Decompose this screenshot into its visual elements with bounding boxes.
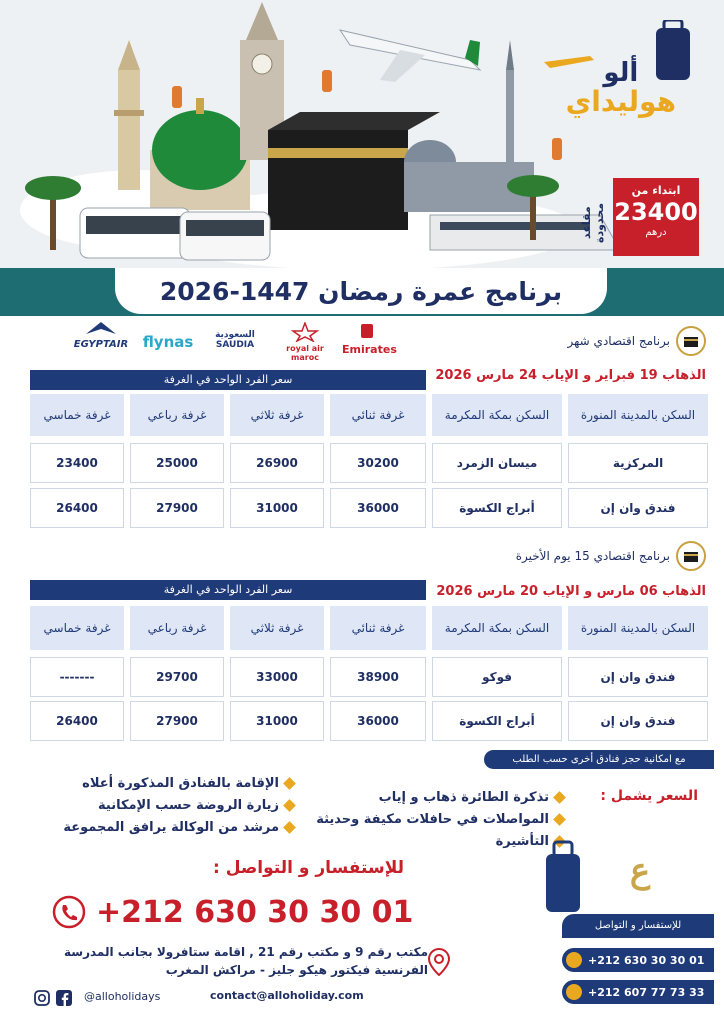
program2-label: برنامج اقتصادي 15 يوم الأخيرة	[515, 549, 670, 563]
brand-logo	[530, 20, 710, 150]
kaaba-icon	[676, 326, 706, 356]
table-cell: -------	[30, 657, 124, 697]
header-five-room: غرفة خماسي	[30, 394, 124, 436]
emirates-logo-icon	[357, 322, 377, 340]
airline-saudia: السعودية SAUDIA	[215, 330, 255, 350]
limited-seats-label: مقاعد محدودة	[580, 202, 606, 244]
header-double-room: غرفة ثنائي	[330, 394, 426, 436]
social-handle[interactable]: @alloholidays	[84, 990, 161, 1003]
diamond-bullet-icon	[283, 777, 296, 790]
diamond-bullet-icon	[283, 821, 296, 834]
phone-icon	[566, 952, 582, 968]
table-cell: 36000	[330, 488, 426, 528]
list-item: الإقامة بالفنادق المذكورة أعلاه	[63, 772, 294, 794]
list-item: المواصلات في حافلات مكيفة وحديثة	[316, 808, 564, 830]
table-cell: 30200	[330, 443, 426, 483]
includes-list-left	[63, 772, 294, 838]
airline-ram-label: royal air maroc	[286, 344, 324, 362]
header-double-room: غرفة ثنائي	[330, 606, 426, 650]
airline-egyptair-label: EGYPTAIR	[73, 339, 129, 350]
contact-email[interactable]: contact@alloholiday.com	[210, 989, 364, 1002]
starting-price-badge	[613, 178, 699, 256]
table-cell: فندق وان إن	[568, 488, 708, 528]
program2-heading	[516, 541, 706, 571]
header-makkah-hotel: السكن بمكة المكرمة	[432, 394, 562, 436]
airline-flynas: flynas	[142, 333, 194, 351]
program2-price-header: سعر الفرد الواحد في الغرفة	[30, 580, 426, 600]
table-cell: المركزية	[568, 443, 708, 483]
table-cell: 26400	[30, 701, 124, 741]
table-cell: 33000	[230, 657, 324, 697]
table-cell: ميسان الزمرد	[432, 443, 562, 483]
program1-dates: الذهاب 19 فبراير و الإياب 24 مارس 2026	[435, 368, 706, 383]
table-cell: 31000	[230, 488, 324, 528]
header-madinah-hotel: السكن بالمدينة المنورة	[568, 394, 708, 436]
header-five-room: غرفة خماسي	[30, 606, 124, 650]
other-hotels-note: مع امكانية حجز فنادق أخرى حسب الطلب	[484, 750, 714, 769]
diamond-bullet-icon	[553, 813, 566, 826]
airline-emirates	[342, 322, 397, 362]
table-cell: 36000	[330, 701, 426, 741]
header-triple-room: غرفة ثلاثي	[230, 394, 324, 436]
location-pin-icon	[428, 948, 450, 976]
page-title: برنامج عمرة رمضان 1447-2026	[115, 268, 607, 314]
list-item: مرشد من الوكالة يرافق المجموعة	[63, 816, 294, 838]
table-cell: 26900	[230, 443, 324, 483]
address-line1: مكتب رقم 9 و مكتب رقم 21 , اقامة ستافرولا بجانب المدرسة	[64, 945, 428, 959]
egyptair-falcon-icon	[81, 322, 121, 336]
table-cell: 38900	[330, 657, 426, 697]
table-cell: 26400	[30, 488, 124, 528]
suitcase-umrah-illustration	[540, 832, 690, 912]
airline-logos	[70, 322, 397, 362]
contact-title: للإستفسار و التواصل :	[212, 858, 404, 878]
header-makkah-hotel: السكن بمكة المكرمة	[432, 606, 562, 650]
address-line2: الفرنسية فيكتور هيكو جليز - مراكش المغرب	[165, 963, 428, 977]
includes-title: السعر يشمل :	[600, 788, 698, 804]
diamond-bullet-icon	[553, 791, 566, 804]
table-cell: 27900	[130, 488, 224, 528]
program1-heading	[568, 326, 706, 356]
table-cell: فندق وان إن	[568, 701, 708, 741]
svg-text:ع: ع	[629, 851, 651, 891]
table-cell: 27900	[130, 701, 224, 741]
brand-name	[566, 60, 676, 117]
list-item: التأشيرة	[316, 830, 564, 852]
price-value: 23400	[614, 198, 698, 226]
hero-illustration	[0, 0, 724, 268]
header-quad-room: غرفة رباعي	[130, 606, 224, 650]
phone-line-1[interactable]	[562, 948, 714, 972]
list-item: تذكرة الطائرة ذهاب و إياب	[316, 786, 564, 808]
table-cell: 23400	[30, 443, 124, 483]
main-phone[interactable]	[52, 892, 422, 932]
diamond-bullet-icon	[283, 799, 296, 812]
program2-dates: الذهاب 06 مارس و الإياب 20 مارس 2026	[436, 584, 706, 599]
main-phone-number: +212 630 30 30 01	[96, 894, 414, 930]
phones-box-title: للإستفسار و التواصل	[562, 914, 714, 938]
airline-egyptair	[70, 322, 132, 362]
airline-emirates-label: Emirates	[342, 343, 397, 356]
table-cell: فندق وان إن	[568, 657, 708, 697]
phone-icon	[52, 895, 86, 929]
kaaba-icon	[676, 541, 706, 571]
airline-royal-air-maroc	[275, 322, 335, 362]
table-cell: أبراج الكسوة	[432, 701, 562, 741]
program1-price-header: سعر الفرد الواحد في الغرفة	[30, 370, 426, 390]
phone-line-2-number: +212 607 77 73 33	[588, 985, 705, 999]
table-cell: 25000	[130, 443, 224, 483]
address	[36, 943, 428, 979]
facebook-icon[interactable]	[56, 990, 72, 1006]
price-from-label: ابتداء من	[631, 184, 681, 197]
phone-line-1-number: +212 630 30 30 01	[588, 953, 705, 967]
table-cell: 29700	[130, 657, 224, 697]
header-madinah-hotel: السكن بالمدينة المنورة	[568, 606, 708, 650]
ram-star-icon	[290, 322, 320, 342]
instagram-icon[interactable]	[34, 990, 50, 1006]
program1-label: برنامج اقتصادي شهر	[567, 334, 670, 348]
header-triple-room: غرفة ثلاثي	[230, 606, 324, 650]
includes-list-right	[316, 786, 564, 852]
brand-name-line1: ألو	[603, 58, 639, 88]
table-cell: أبراج الكسوة	[432, 488, 562, 528]
list-item: زيارة الروضة حسب الإمكانية	[63, 794, 294, 816]
table-cell: فوكو	[432, 657, 562, 697]
table-cell: 31000	[230, 701, 324, 741]
header-quad-room: غرفة رباعي	[130, 394, 224, 436]
footer	[0, 984, 724, 1024]
brand-name-line2: هوليداي	[565, 85, 676, 119]
price-currency: درهم	[645, 227, 667, 238]
